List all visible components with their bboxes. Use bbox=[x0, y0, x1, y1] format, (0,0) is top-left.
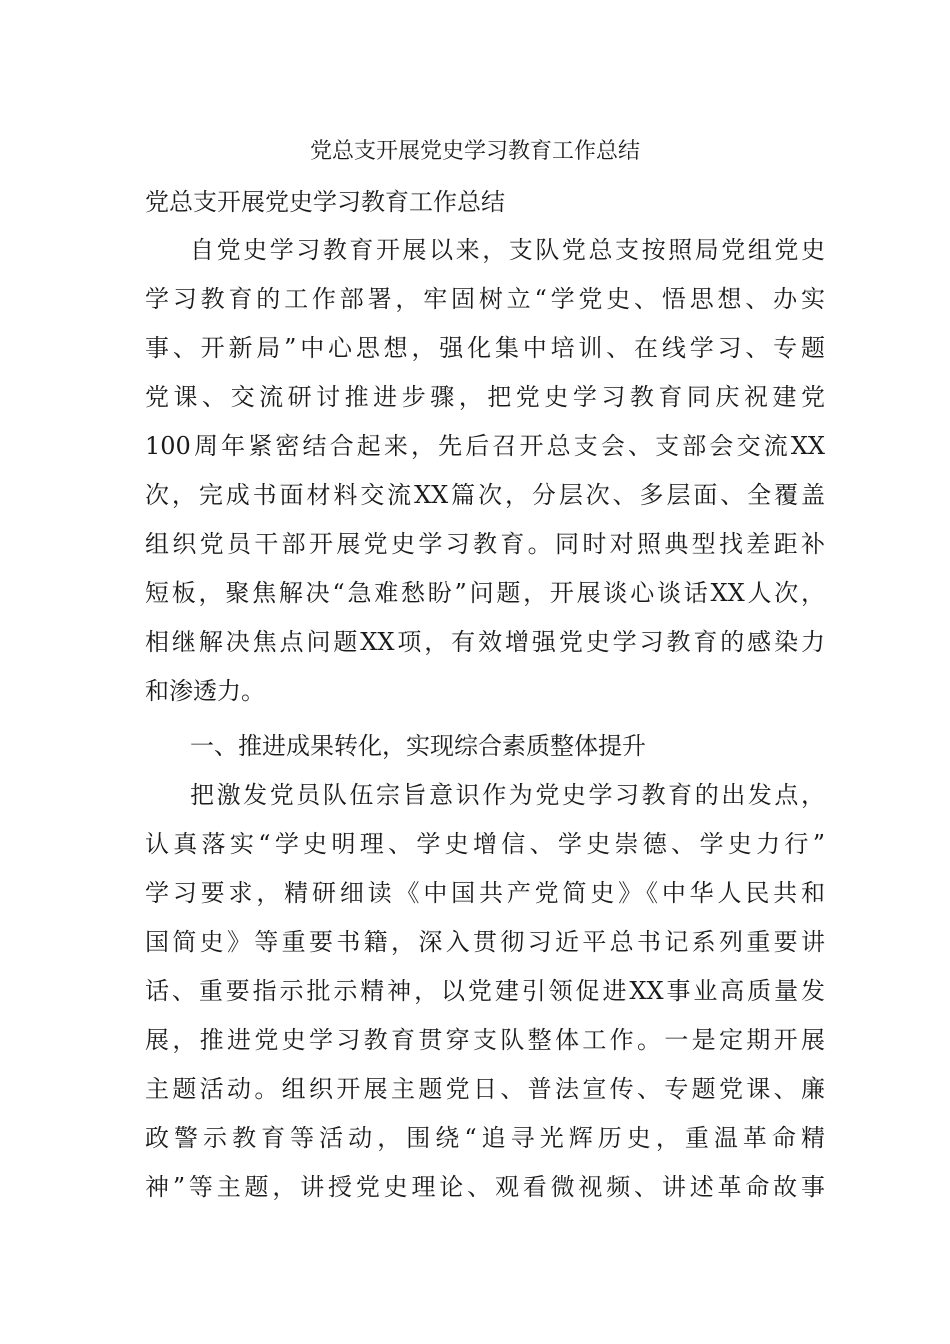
paragraph-line: 事、开新局”中心思想，强化集中培训、在线学习、专题 bbox=[145, 334, 825, 362]
paragraph-line: 相继解决焦点问题XX项，有效增强党史学习教育的感染力 bbox=[145, 628, 825, 656]
paragraph-line: 国简史》等重要书籍，深入贯彻习近平总书记系列重要讲 bbox=[145, 928, 825, 956]
paragraph-2 bbox=[145, 771, 825, 1212]
paragraph-line: 话、重要指示批示精神，以党建引领促进XX事业高质量发 bbox=[145, 977, 825, 1005]
paragraph-line: 党课、交流研讨推进步骤，把党史学习教育同庆祝建党 bbox=[145, 383, 825, 411]
section-heading: 一、推进成果转化，实现综合素质整体提升 bbox=[190, 732, 646, 760]
document-title: 党总支开展党史学习教育工作总结 bbox=[309, 139, 640, 164]
paragraph-line: 和渗透力。 bbox=[145, 677, 265, 705]
paragraph-line: 100周年紧密结合起来，先后召开总支会、支部会交流XX bbox=[145, 432, 825, 460]
paragraph-line: 次，完成书面材料交流XX篇次，分层次、多层面、全覆盖 bbox=[145, 481, 825, 509]
paragraph-line: 自党史学习教育开展以来，支队党总支按照局党组党史 bbox=[190, 236, 825, 264]
paragraph-line: 神”等主题，讲授党史理论、观看微视频、讲述革命故事 bbox=[145, 1173, 825, 1201]
paragraph-1 bbox=[145, 226, 825, 716]
paragraph-line: 组织党员干部开展党史学习教育。同时对照典型找差距补 bbox=[145, 530, 825, 558]
paragraph-line: 政警示教育等活动，围绕“追寻光辉历史，重温革命精 bbox=[145, 1124, 825, 1152]
paragraph-line: 展，推进党史学习教育贯穿支队整体工作。一是定期开展 bbox=[145, 1026, 825, 1054]
paragraph-line: 学习要求，精研细读《中国共产党简史》《中华人民共和 bbox=[145, 879, 825, 907]
paragraph-line: 主题活动。组织开展主题党日、普法宣传、专题党课、廉 bbox=[145, 1075, 825, 1103]
paragraph-line: 把激发党员队伍宗旨意识作为党史学习教育的出发点， bbox=[190, 781, 825, 809]
document-subtitle: 党总支开展党史学习教育工作总结 bbox=[145, 188, 505, 216]
paragraph-line: 学习教育的工作部署，牢固树立“学党史、悟思想、办实 bbox=[145, 285, 825, 313]
paragraph-line: 短板，聚焦解决“急难愁盼”问题，开展谈心谈话XX人次， bbox=[145, 579, 825, 607]
paragraph-line: 认真落实“学史明理、学史增信、学史崇德、学史力行” bbox=[145, 830, 825, 858]
